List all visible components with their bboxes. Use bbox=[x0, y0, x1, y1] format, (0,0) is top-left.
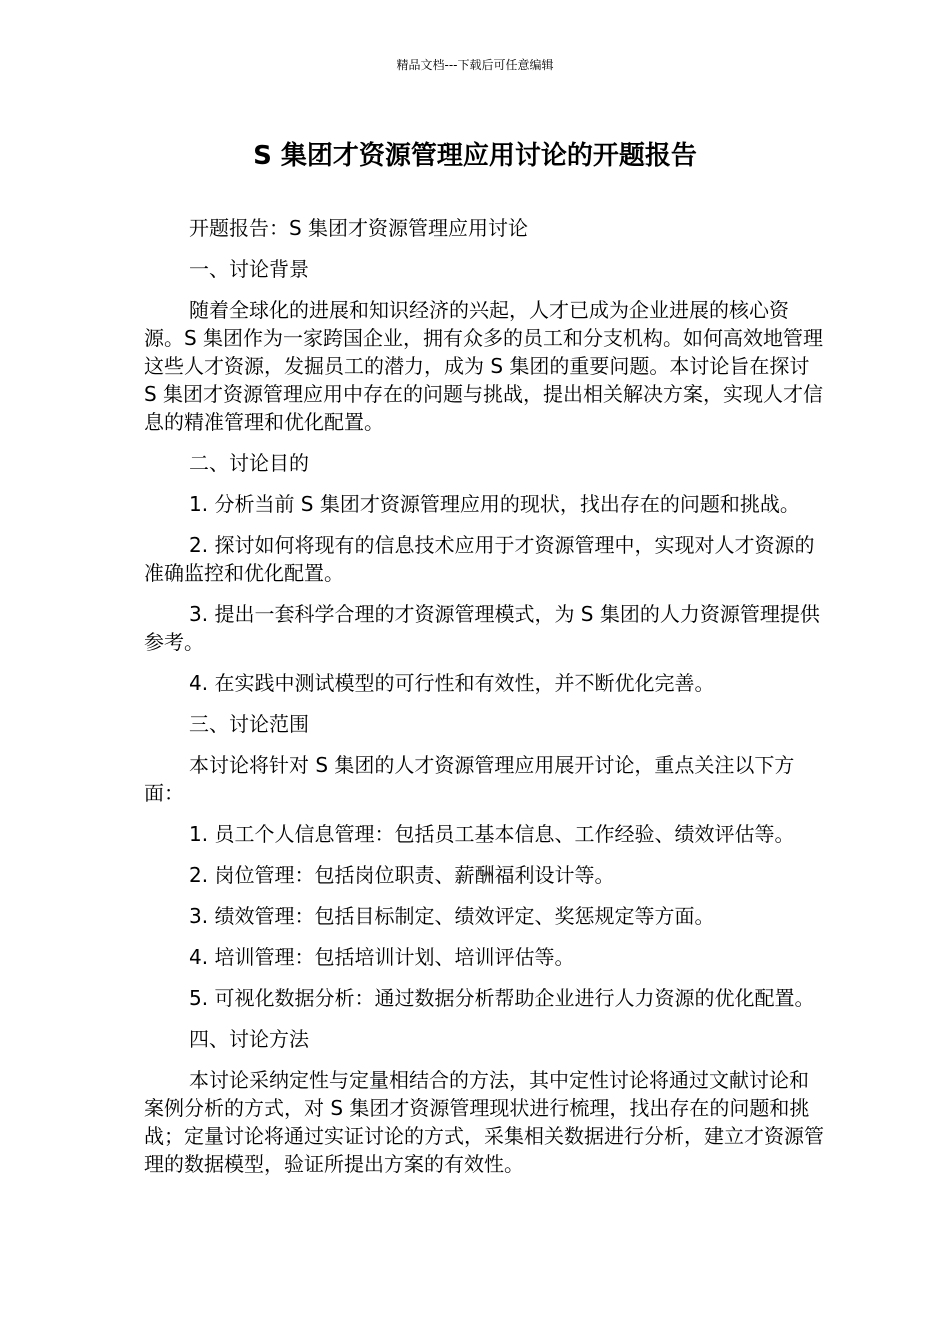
scope-item-1: 1. 员工个人信息管理：包括员工基本信息、工作经验、绩效评估等。 bbox=[189, 822, 795, 846]
intro-line: 开题报告：S 集团才资源管理应用讨论 bbox=[189, 216, 529, 240]
section-heading-scope: 三、讨论范围 bbox=[189, 712, 309, 736]
purpose-item-4: 4. 在实践中测试模型的可行性和有效性，并不断优化完善。 bbox=[189, 671, 715, 695]
section-heading-purpose: 二、讨论目的 bbox=[189, 451, 309, 475]
scope-item-5: 5. 可视化数据分析：通过数据分析帮助企业进行人力资源的优化配置。 bbox=[189, 986, 815, 1010]
scope-paragraph: 本讨论将针对 S 集团的人才资源管理应用展开讨论，重点关注以下方面： bbox=[144, 753, 795, 805]
page-header: 精品文档---下载后可任意编辑 bbox=[396, 58, 554, 72]
scope-item-4: 4. 培训管理：包括培训计划、培训评估等。 bbox=[189, 945, 575, 969]
scope-item-3: 3. 绩效管理：包括目标制定、绩效评定、奖惩规定等方面。 bbox=[189, 904, 715, 928]
method-paragraph: 本讨论采纳定性与定量相结合的方法，其中定性讨论将通过文献讨论和案例分析的方式，对 S 集团才资源管理现状进行梳理，找出存在的问题和挑战；定量讨论将通过实证讨论的方式，采集相关数据进行分析，建立才资源管理的数据模型，验证所提出方案的有效性。 bbox=[144, 1068, 824, 1176]
document-body bbox=[144, 214, 824, 1191]
purpose-item-3: 3. 提出一套科学合理的才资源管理模式，为 S 集团的人力资源管理提供参考。 bbox=[144, 602, 820, 654]
scope-item-2: 2. 岗位管理：包括岗位职责、薪酬福利设计等。 bbox=[189, 863, 615, 887]
purpose-item-2: 2. 探讨如何将现有的信息技术应用于才资源管理中，实现对人才资源的准确监控和优化配置。 bbox=[144, 533, 815, 585]
section-heading-method: 四、讨论方法 bbox=[189, 1027, 309, 1051]
purpose-item-1: 1. 分析当前 S 集团才资源管理应用的现状，找出存在的问题和挑战。 bbox=[189, 492, 800, 516]
section-heading-background: 一、讨论背景 bbox=[189, 257, 309, 281]
background-paragraph: 随着全球化的进展和知识经济的兴起，人才已成为企业进展的核心资源。S 集团作为一家跨国企业，拥有众多的员工和分支机构。如何高效地管理这些人才资源，发掘员工的潜力，成为 S 集团的重要问题。本讨论旨在探讨 S 集团才资源管理应用中存在的问题与挑战，提出相关解决方案，实现人才信息的精准管理和优化配置。 bbox=[144, 298, 824, 434]
document-title: S 集团才资源管理应用讨论的开题报告 bbox=[253, 141, 697, 171]
